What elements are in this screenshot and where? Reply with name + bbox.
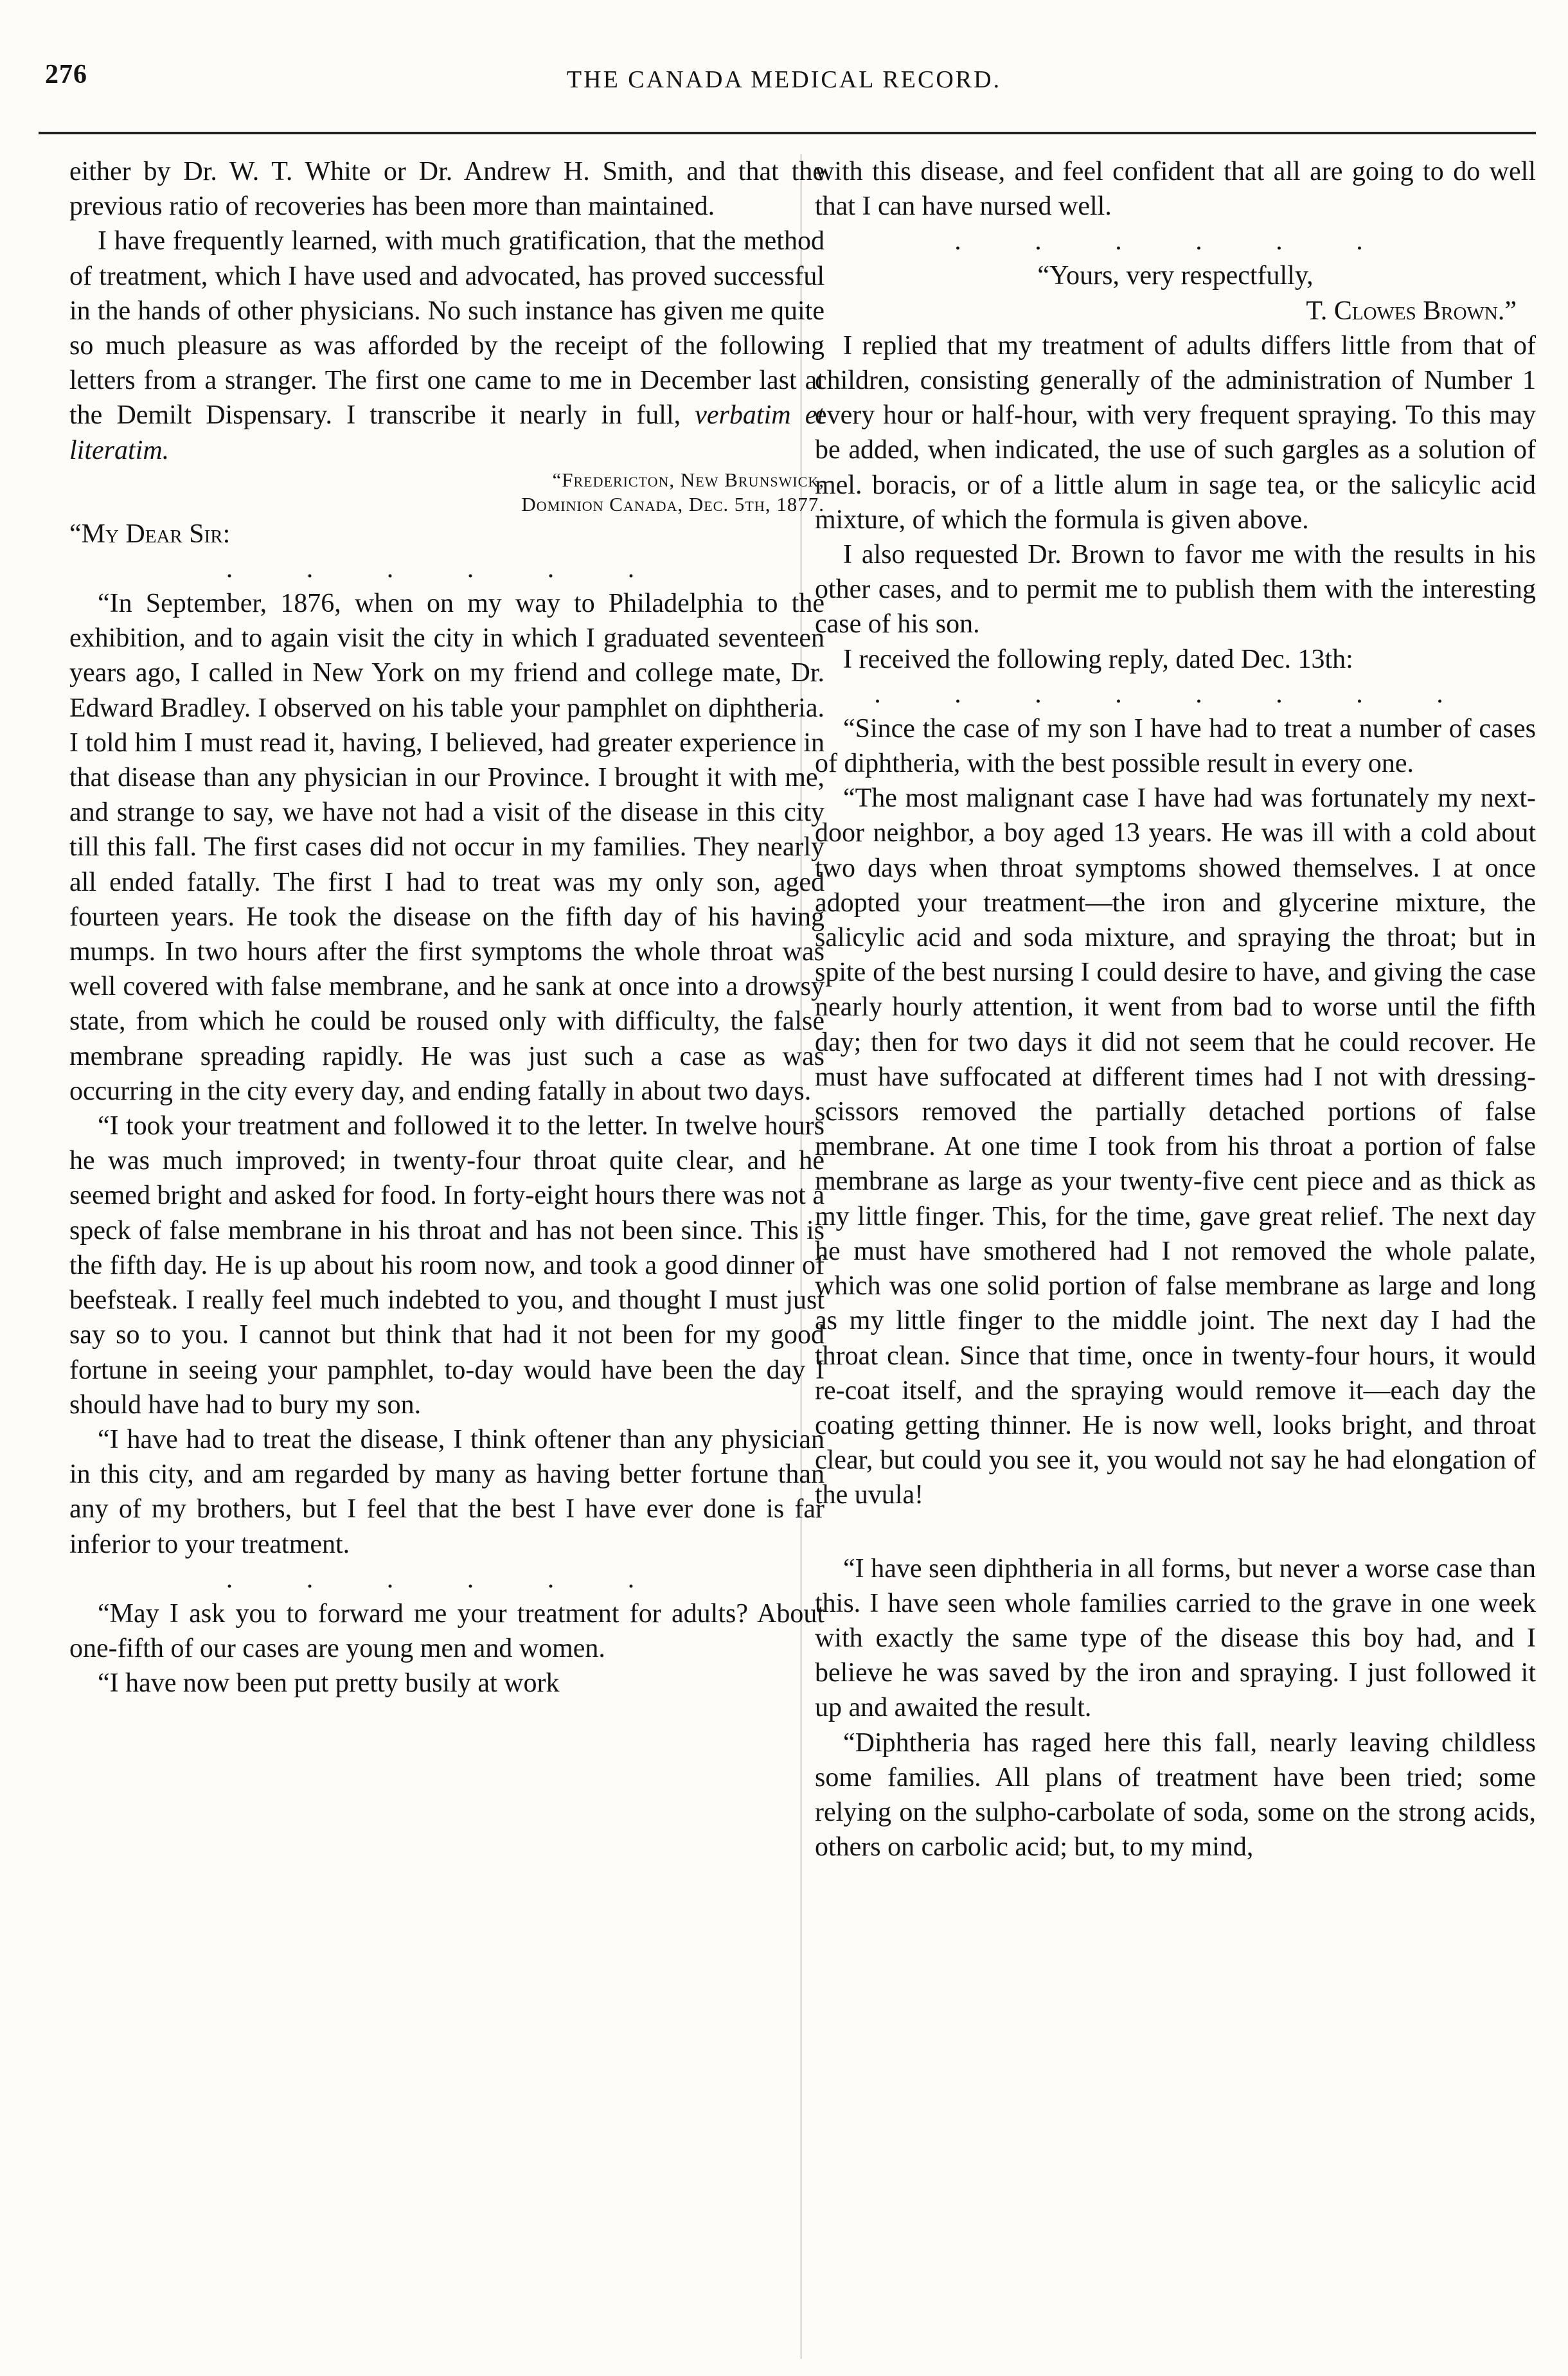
paragraph: “I have seen diphtheria in all forms, but never a worse case than this. I have seen whole families carried to the grave in one week with exactly the same type of the disease this boy had, and I believe he was saved by the iron and spraying. I just followed it up and awaited the result. <box>815 1553 1536 1723</box>
page-number: 276 <box>45 60 87 89</box>
ellipsis-dots: . . . . . . <box>954 226 1396 256</box>
paragraph: I also requested Dr. Brown to favor me with the results in his other cases, and to permit me to publish them with the interesting case of his son. <box>815 540 1536 639</box>
header-rule <box>39 132 1536 134</box>
paragraph: either by Dr. W. T. White or Dr. Andrew H. Smith, and that the previous ratio of recoveries has been more than maintained. <box>69 157 824 222</box>
paragraph-gap <box>815 1513 1536 1551</box>
paragraph: “I have had to treat the disease, I think oftener than any physician in this city, and am regarded by many as having better fortune than any of my brothers, but I feel that the best I have ever done is far inferior to your treatment. <box>69 1424 824 1559</box>
letter-closing: “Yours, very respectfully, <box>1037 261 1314 291</box>
paragraph: I received the following reply, dated Dec. 13th: <box>843 644 1353 674</box>
ellipsis-dots: . . . . . . <box>226 1564 668 1594</box>
letter-place-line-1: “Fredericton, New Brunswick, <box>552 468 824 491</box>
page-header <box>45 59 1523 117</box>
left-column <box>69 154 824 2365</box>
right-column <box>815 154 1536 2365</box>
paragraph: I replied that my treatment of adults differs little from that of children, consisting generally of the administration of Number 1 every hour or half-hour, with very frequent spraying. To this may be added, when indicated, the use of such gargles as a solution of mel. boracis, or of a little alum in sage tea, or the salicylic acid mixture, of which the formula is given above. <box>815 330 1536 535</box>
paragraph: with this disease, and feel confident that all are going to do well that I can have nursed well. <box>815 157 1536 222</box>
paragraph: “Diphtheria has raged here this fall, nearly leaving childless some families. All plans of treatment have been tried; some relying on the sulpho-carbolate of soda, some on the strong acids, others on carbolic acid; but, to my mind, <box>815 1728 1536 1862</box>
letter-signature: T. Clowes Brown.” <box>1306 296 1517 326</box>
letter-salutation: “My Dear Sir: <box>69 519 231 549</box>
ellipsis-dots: . . . . . . <box>226 554 668 584</box>
letter-place-line-2: Dominion Canada, Dec. 5th, 1877. <box>521 492 824 515</box>
paragraph: “The most malignant case I have had was fortunately my next-door neighbor, a boy aged 13 years. He was ill with a cold about two days when throat symptoms showed themselves. I at once adopted your treatment—the iron and glycerine mixture, the salicylic acid and soda mixture, and spraying the throat; but in spite of the best nursing I could desire to have, and giving the case nearly hourly attention, it went from bad to worse until the fifth day; then for two days it did not seem that he could recover. He must have suffocated at different times had I not with dressing-scissors removed the partially detached portions of false membrane. At one time I took from his throat a portion of false membrane as large as your twenty-five cent piece and as thick as my little finger. This, for the time, gave great relief. The next day he must have smothered had I not removed the whole palate, which was one solid portion of false membrane as large and long as my little finger to the middle joint. The next day I had the throat clean. Since that time, once in twenty-four hours, it would re-coat itself, and the spraying would remove it—each day the coating getting thinner. He is now well, looks bright, and throat clear, but could you see it, you would not say he had elongation of the uvula! <box>815 783 1536 1510</box>
latin-phrase: verbatim et literatim. <box>69 400 824 465</box>
paragraph: “Since the case of my son I have had to treat a number of cases of diphtheria, with the best possible result in every one. <box>815 713 1536 779</box>
paragraph: “I took your treatment and followed it to the letter. In twelve hours he was much improved; in twenty-four throat quite clear, and he seemed bright and asked for food. In forty-eight hours there was not a speck of false membrane in his throat and has not been since. This is the fifth day. He is up about his room now, and took a good dinner of beefsteak. I really feel much indebted to you, and thought I must just say so to you. I cannot but think that had it not been for my good fortune in seeing your pamphlet, to-day would have been the day I should have had to bury my son. <box>69 1111 824 1420</box>
running-title: THE CANADA MEDICAL RECORD. <box>566 66 1002 93</box>
paragraph <box>69 224 824 467</box>
paragraph: “May I ask you to forward me your treatment for adults? About one-fifth of our cases are young men and women. <box>69 1598 824 1663</box>
ellipsis-dots: . . . . . . . . <box>874 679 1477 709</box>
paragraph-text: I have frequently learned, with much gratification, that the method of treatment, which I have used and advocated, has proved successful in the hands of other physicians. No such instance has given me quite so much pleasure as was afforded by the receipt of the following letters from a stranger. The first one came to me in December last at the Demilt Dispensary. I transcribe it nearly in full, <box>69 226 824 431</box>
paragraph: “I have now been put pretty busily at work <box>98 1668 560 1699</box>
paragraph: “In September, 1876, when on my way to Philadelphia to the exhibition, and to again visit the city in which I graduated seventeen years ago, I called in New York on my friend and college mate, Dr. Edward Bradley. I observed on his table your pamphlet on diphtheria. I told him I must read it, having, I believed, had greater experience in that disease than any physician in our Province. I brought it with me, and strange to say, we have not had a visit of the disease in this city till this fall. The first cases did not occur in my families. They nearly all ended fatally. The first I had to treat was my only son, aged fourteen years. He took the disease on the fifth day of his having mumps. In two hours after the first symptoms the whole throat was well covered with false membrane, and he sank at once into a drowsy state, from which he could be roused only with difficulty, the false membrane spreading rapidly. He was just such a case as was occurring in the city every day, and ending fatally in about two days. <box>69 589 824 1106</box>
